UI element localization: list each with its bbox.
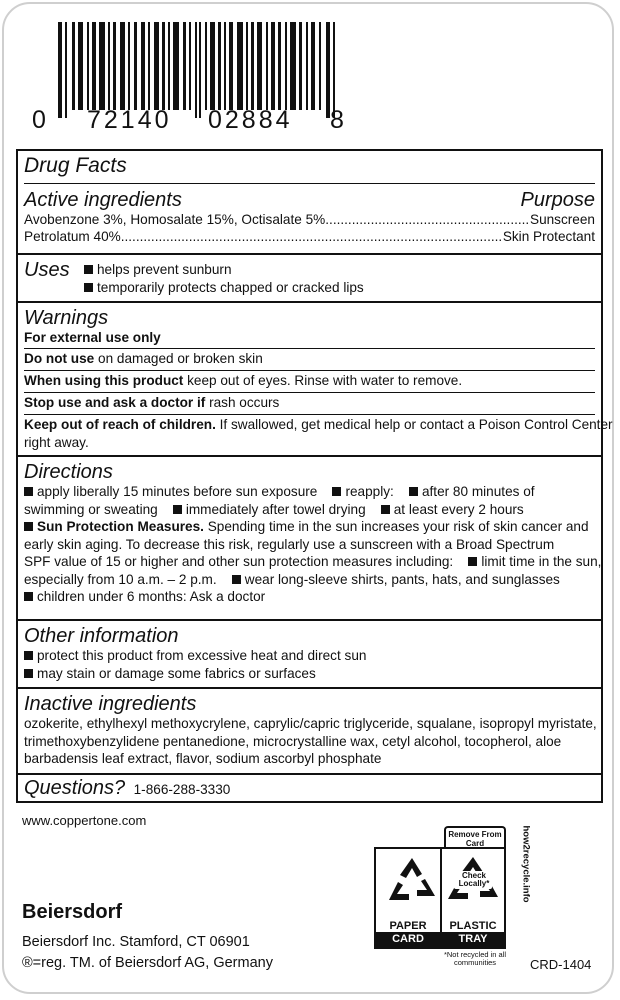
recycle-url: how2recycle.info bbox=[520, 825, 532, 903]
barcode-digits-group1: 72140 bbox=[87, 106, 172, 134]
check-locally-text: Check Locally* bbox=[458, 871, 490, 888]
website-text: www.coppertone.com bbox=[22, 813, 147, 828]
active-ingredient: Petrolatum 40% bbox=[24, 229, 121, 244]
barcode-digit-left: 0 bbox=[32, 106, 47, 134]
active-purpose: Sunscreen bbox=[530, 212, 595, 227]
recycle-note: *Not recycled in all communities bbox=[443, 950, 507, 967]
inactive-line: ozokerite, ethylhexyl methoxycrylene, caprylic/capric triglyceride, squalane, isopropyl myristate, bbox=[24, 716, 597, 731]
active-row bbox=[24, 228, 595, 245]
questions-phone: 1-866-288-3330 bbox=[133, 782, 231, 797]
active-ingredients-heading: Active ingredients bbox=[24, 189, 182, 211]
barcode bbox=[58, 18, 343, 118]
divider bbox=[24, 370, 595, 371]
drug-facts-panel bbox=[16, 149, 613, 803]
plastic-label: PLASTIC bbox=[449, 920, 497, 932]
barcode-digits-group2: 02884 bbox=[208, 106, 293, 134]
remove-from-card-box: Remove From Card bbox=[444, 826, 506, 849]
questions-heading: Questions? bbox=[24, 777, 126, 799]
divider bbox=[24, 348, 595, 349]
recycle-icon bbox=[384, 855, 440, 905]
other-info-section bbox=[18, 625, 601, 682]
brand-logo-text: Beiersdorf bbox=[22, 901, 123, 923]
stop-use: Stop use and ask a doctor if rash occurs bbox=[24, 395, 280, 410]
warnings-heading: Warnings bbox=[24, 307, 109, 329]
divider bbox=[24, 183, 595, 184]
uses-heading: Uses bbox=[24, 259, 70, 281]
drug-facts-title-section bbox=[18, 155, 601, 177]
directions-line: SPF value of 15 or higher and other sun protection measures including: limit time in the sun, bbox=[24, 554, 602, 569]
trademark-text: ®=reg. TM. of Beiersdorf AG, Germany bbox=[22, 955, 273, 971]
questions-section bbox=[18, 777, 601, 799]
inactive-ingredients-section bbox=[18, 693, 601, 768]
other-info-item: protect this product from excessive heat and direct sun bbox=[24, 647, 595, 665]
directions-heading: Directions bbox=[24, 461, 113, 483]
external-use-text: For external use only bbox=[24, 330, 161, 345]
uses-section bbox=[18, 259, 601, 296]
barcode-digit-right: 8 bbox=[330, 106, 345, 134]
directions-line: swimming or sweating immediately after towel drying at least every 2 hours bbox=[24, 501, 524, 517]
inactive-ingredients-heading: Inactive ingredients bbox=[24, 693, 197, 715]
section-divider bbox=[18, 455, 601, 457]
active-row bbox=[24, 211, 595, 228]
address-text: Beiersdorf Inc. Stamford, CT 06901 bbox=[22, 934, 250, 950]
directions-line: children under 6 months: Ask a doctor bbox=[24, 588, 595, 606]
directions-section bbox=[18, 461, 601, 606]
purpose-heading: Purpose bbox=[520, 189, 595, 211]
inactive-line: barbadensis leaf extract, flavor, sodium ascorbyl phosphate bbox=[24, 751, 382, 766]
directions-line: apply liberally 15 minutes before sun exposure reapply: after 80 minutes of bbox=[24, 483, 595, 501]
section-divider bbox=[18, 253, 601, 255]
card-label: CARD bbox=[376, 932, 440, 947]
other-info-item: may stain or damage some fabrics or surfaces bbox=[24, 665, 595, 683]
active-ingredients-section bbox=[18, 189, 601, 245]
drug-facts-title: Drug Facts bbox=[24, 154, 127, 177]
inactive-line: trimethoxybenzylidene pentanedione, microcrystalline wax, cetyl alcohol, tocopherol, aloe bbox=[24, 733, 562, 749]
uses-item: helps prevent sunburn bbox=[84, 261, 364, 279]
paper-label: PAPER bbox=[389, 920, 427, 932]
warnings-section bbox=[18, 307, 601, 347]
other-info-heading: Other information bbox=[24, 625, 179, 647]
do-not-use: Do not use on damaged or broken skin bbox=[24, 351, 263, 366]
divider bbox=[24, 392, 595, 393]
active-ingredient: Avobenzone 3%, Homosalate 15%, Octisalate 5% bbox=[24, 212, 326, 227]
active-purpose: Skin Protectant bbox=[502, 229, 595, 244]
section-divider bbox=[18, 301, 601, 303]
tray-label: TRAY bbox=[442, 932, 504, 947]
keep-out-of-reach: Keep out of reach of children. If swallowed, get medical help or contact a Poison Control Center right away. bbox=[24, 417, 613, 450]
uses-item: temporarily protects chapped or cracked lips bbox=[84, 279, 364, 297]
when-using: When using this product keep out of eyes. Rinse with water to remove. bbox=[24, 373, 463, 388]
directions-line: early skin aging. To decrease this risk, regularly use a sunscreen with a Broad Spectrum bbox=[24, 536, 555, 552]
divider bbox=[24, 414, 595, 415]
product-code: CRD-1404 bbox=[530, 957, 592, 972]
directions-line: Sun Protection Measures. Spending time in the sun increases your risk of skin cancer and bbox=[24, 518, 595, 536]
section-divider bbox=[18, 773, 601, 775]
section-divider bbox=[18, 619, 601, 621]
directions-line: especially from 10 a.m. – 2 p.m. wear long-sleeve shirts, pants, hats, and sunglasses bbox=[24, 571, 560, 587]
section-divider bbox=[18, 687, 601, 689]
